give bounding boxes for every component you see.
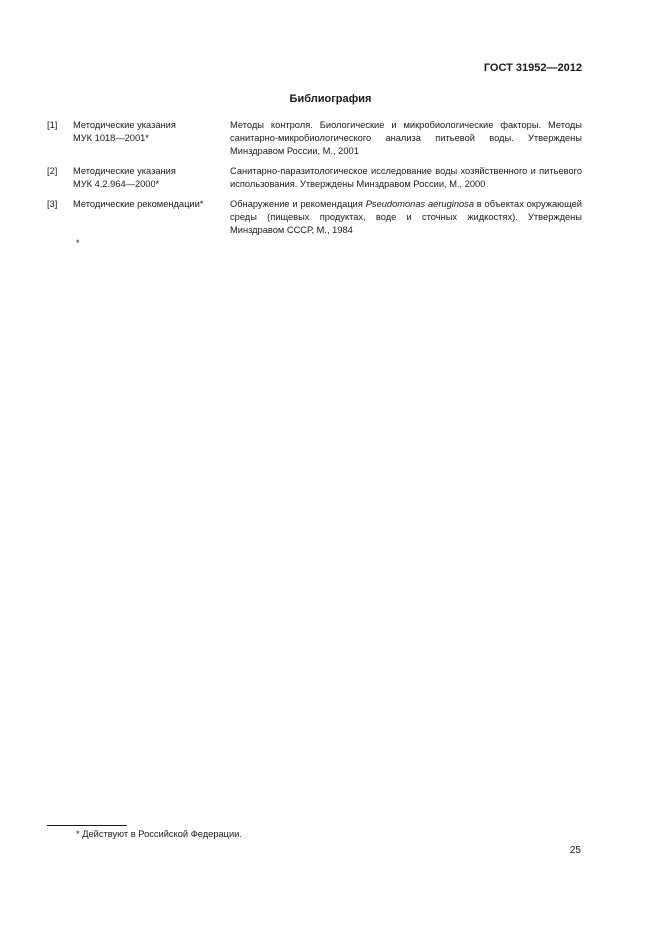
section-title: Библиография — [289, 93, 372, 105]
entry-source-line: МУК 1018—2001* — [73, 133, 149, 143]
entry-source-line: Методические рекомендации* — [73, 199, 204, 209]
desc-text: в объектах окружающей среды (пищевых продуктах, воде и сточных жидкостях). Утверждены Минздравом СССР, М., 1984 — [230, 199, 582, 235]
entry-source — [73, 119, 230, 158]
entry-number: [1] — [47, 120, 58, 130]
entry-description — [230, 198, 582, 237]
document-code: ГОСТ 31952—2012 — [483, 62, 582, 74]
entry-source — [73, 198, 230, 237]
stray-asterisk: * — [76, 238, 80, 248]
entry-source-line: МУК 4.2.964—2000* — [73, 179, 160, 189]
page-number: 25 — [569, 845, 581, 856]
desc-text: Обнаружение и рекомендация — [230, 199, 366, 209]
desc-species-name: Pseudomonas aeruginosa — [365, 199, 474, 209]
entry-source-line: Методические указания — [73, 166, 176, 176]
entry-source-line: Методические указания — [73, 120, 176, 130]
bibliography-entry — [47, 165, 582, 191]
footnote-divider — [47, 825, 127, 826]
footnote: * Действуют в Российской Федерации. — [76, 829, 242, 839]
entry-source — [73, 165, 230, 191]
entry-number: [2] — [47, 166, 58, 176]
entry-number: [3] — [47, 199, 58, 209]
bibliography-entry — [47, 119, 582, 158]
entry-description: Методы контроля. Биологические и микробиологические факторы. Методы санитарно-микробиологического анализа питьевой воды. Утверждены Минздравом России, М., 2001 — [230, 120, 582, 156]
entry-description: Санитарно-паразитологическое исследование воды хозяйственного и питьевого использования. Утверждены Минздравом России, М., 2000 — [230, 166, 582, 189]
bibliography-list — [47, 119, 582, 244]
bibliography-entry — [47, 198, 582, 237]
